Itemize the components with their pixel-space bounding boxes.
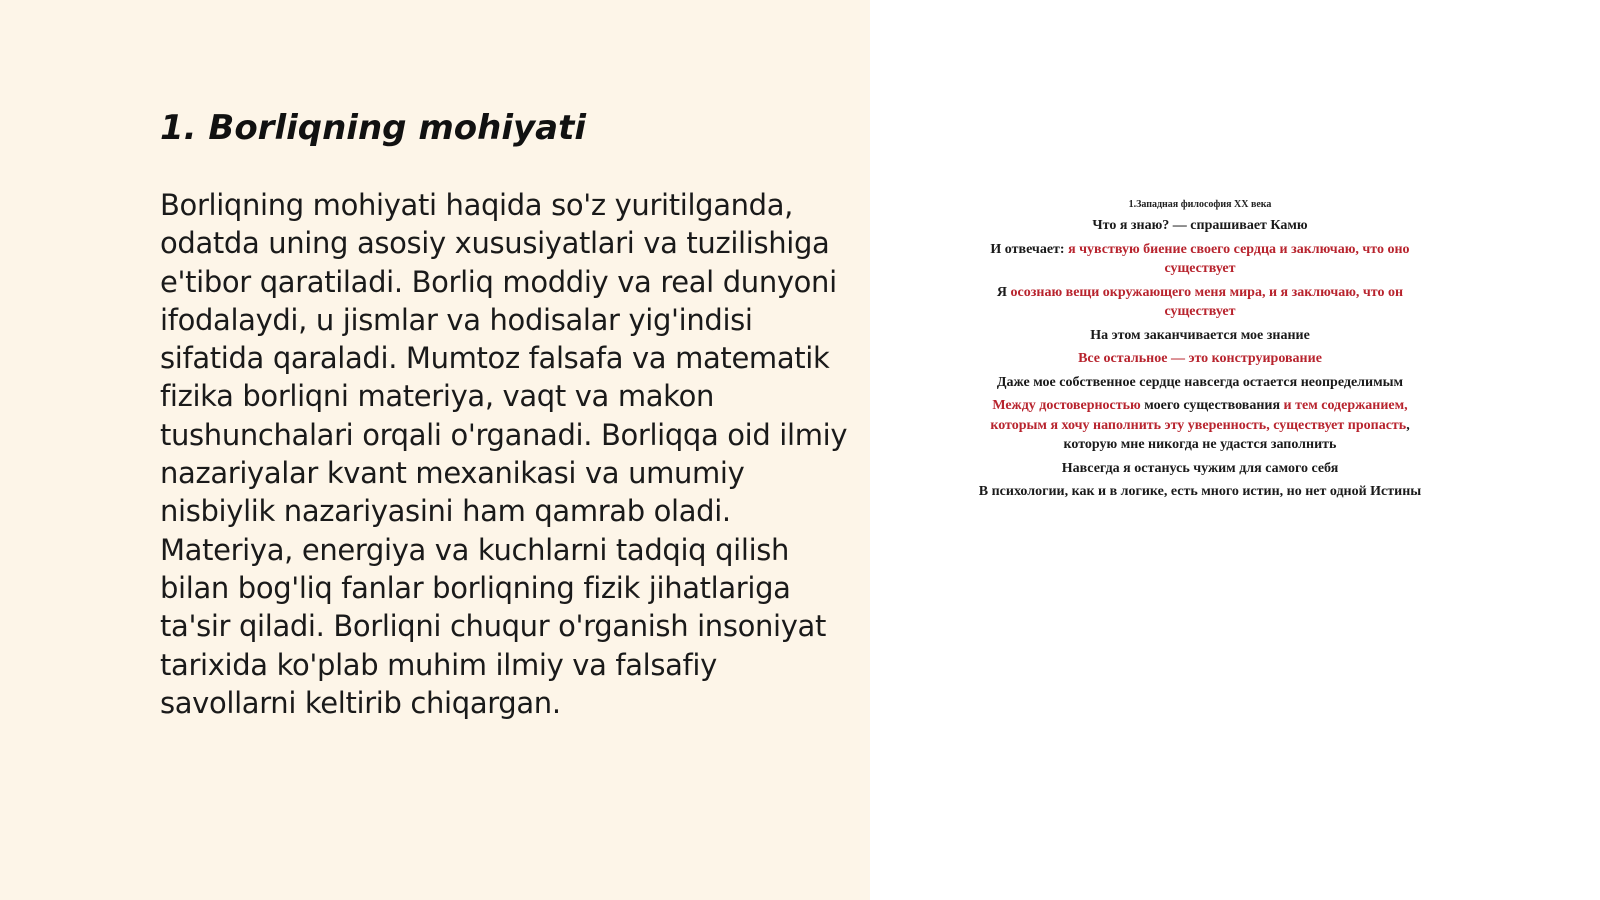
image-line-3-black: Я	[996, 284, 1011, 300]
image-line-8: Навсегда я останусь чужим для самого себя	[1061, 460, 1339, 476]
image-line-4: На этом заканчивается мое знание	[1090, 327, 1310, 343]
image-line-7-black-2: , которую мне никогда не удастся заполнить	[1063, 417, 1410, 452]
image-line-6: Даже мое собственное сердце навсегда остается неопределимым	[996, 374, 1404, 390]
image-line-3-red: осознаю вещи окружающего меня мира, и я заключаю, что он существует	[1010, 284, 1404, 319]
slide-body-text: Borliqning mohiyati haqida so'z yuritilganda, odatda uning asosiy xususiyatlari va tuzilishiga e'tibor qaratiladi. Borliq moddiy va real dunyoni ifodalaydi, u jismlar va hodisalar yig'indisi sifatida qaraladi. Mumtoz falsafa va matematik fizika borliqni materiya, vaqt va makon tushunchalari orqali o'rganadi. Borliqqa oid ilmiy nazariyalar kvant mexanikasi va umumiy nisbiylik nazariyasini ham qamrab oladi. Materiya, energiya va kuchlarni tadqiq qilish bilan bog'liq fanlar borliqning fizik jihatlariga ta'sir qiladi. Borliqni chuqur o'rganish insoniyat tarixida ko'plab muhim ilmiy va falsafiy savollarni keltirib chiqargan.	[160, 188, 848, 720]
image-line-5: Все остальное — это конструирование	[1078, 351, 1322, 366]
image-line-9: В психологии, как и в логике, есть много истин, но нет одной Истины	[978, 484, 1422, 499]
image-line-7	[965, 396, 1435, 455]
image-heading: 1.Западная философия XX века	[1128, 199, 1272, 210]
image-line-1: Что я знаю? — спрашивает Камю	[1092, 218, 1308, 233]
image-line-2-red: я чувствую биение своего сердца и заключаю, что оно существует	[1068, 241, 1410, 276]
slide-title: 1. Borliqning mohiyati	[160, 108, 586, 148]
image-line-3	[965, 283, 1435, 322]
image-line-7-red-2: и тем содержанием, которым я хочу наполнить эту уверенность, существует пропасть	[990, 398, 1408, 433]
image-line-2	[965, 240, 1435, 279]
image-line-2-black: И отвечает:	[990, 241, 1069, 257]
embedded-text-image	[965, 198, 1435, 506]
image-line-7-red-1: Между достоверностью	[992, 398, 1141, 413]
image-line-7-black-1: моего существования	[1140, 398, 1284, 413]
